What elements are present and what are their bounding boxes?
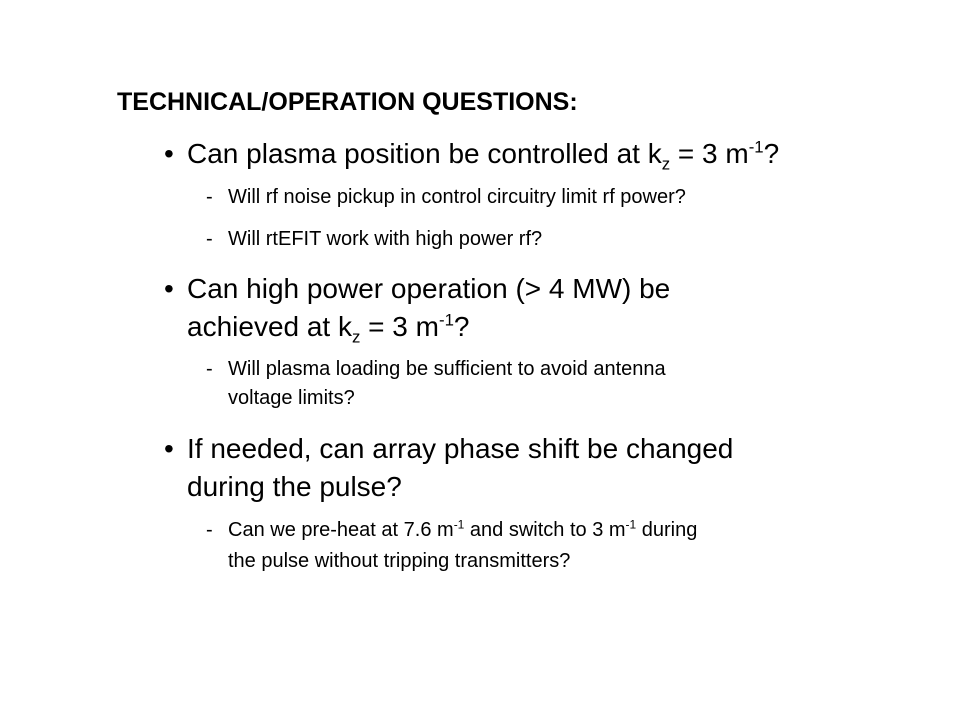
bullet-text-line1: If needed, can array phase shift be changed bbox=[187, 433, 734, 464]
sub-item-text: Can we pre-heat at 7.6 $m^{-1}$ and switch to 3 $m^{-1}$ during bbox=[228, 517, 698, 541]
bullet-text-line1: Can high power operation (> 4 MW) be bbox=[187, 273, 671, 304]
sub-item-text: Will plasma loading be sufficient to avoid antenna bbox=[228, 358, 666, 380]
slide-heading: TECHNICAL/OPERATION QUESTIONS: bbox=[117, 88, 578, 116]
bullet-text: Can plasma position be controlled at $k_z = 3$ $m^{-1}$? bbox=[187, 137, 780, 174]
bullet-icon: • bbox=[164, 273, 174, 304]
sub-item-text-line2: the pulse without tripping transmitters? bbox=[228, 550, 571, 572]
bullet-icon: • bbox=[164, 433, 174, 464]
dash-icon: - bbox=[206, 186, 213, 208]
sub-item-text: Will rtEFIT work with high power rf? bbox=[228, 228, 543, 250]
sub-item-text: Will rf noise pickup in control circuitry limit rf power? bbox=[228, 186, 686, 208]
bullet-text-line2: achieved at $k_z = 3$ $m^{-1}$? bbox=[187, 310, 470, 347]
bullet-text-line2: during the pulse? bbox=[187, 471, 402, 502]
dash-icon: - bbox=[206, 228, 213, 250]
sub-item-text-line2: voltage limits? bbox=[228, 387, 355, 409]
bullet-icon: • bbox=[164, 138, 174, 169]
dash-icon: - bbox=[206, 519, 213, 541]
dash-icon: - bbox=[206, 358, 213, 380]
